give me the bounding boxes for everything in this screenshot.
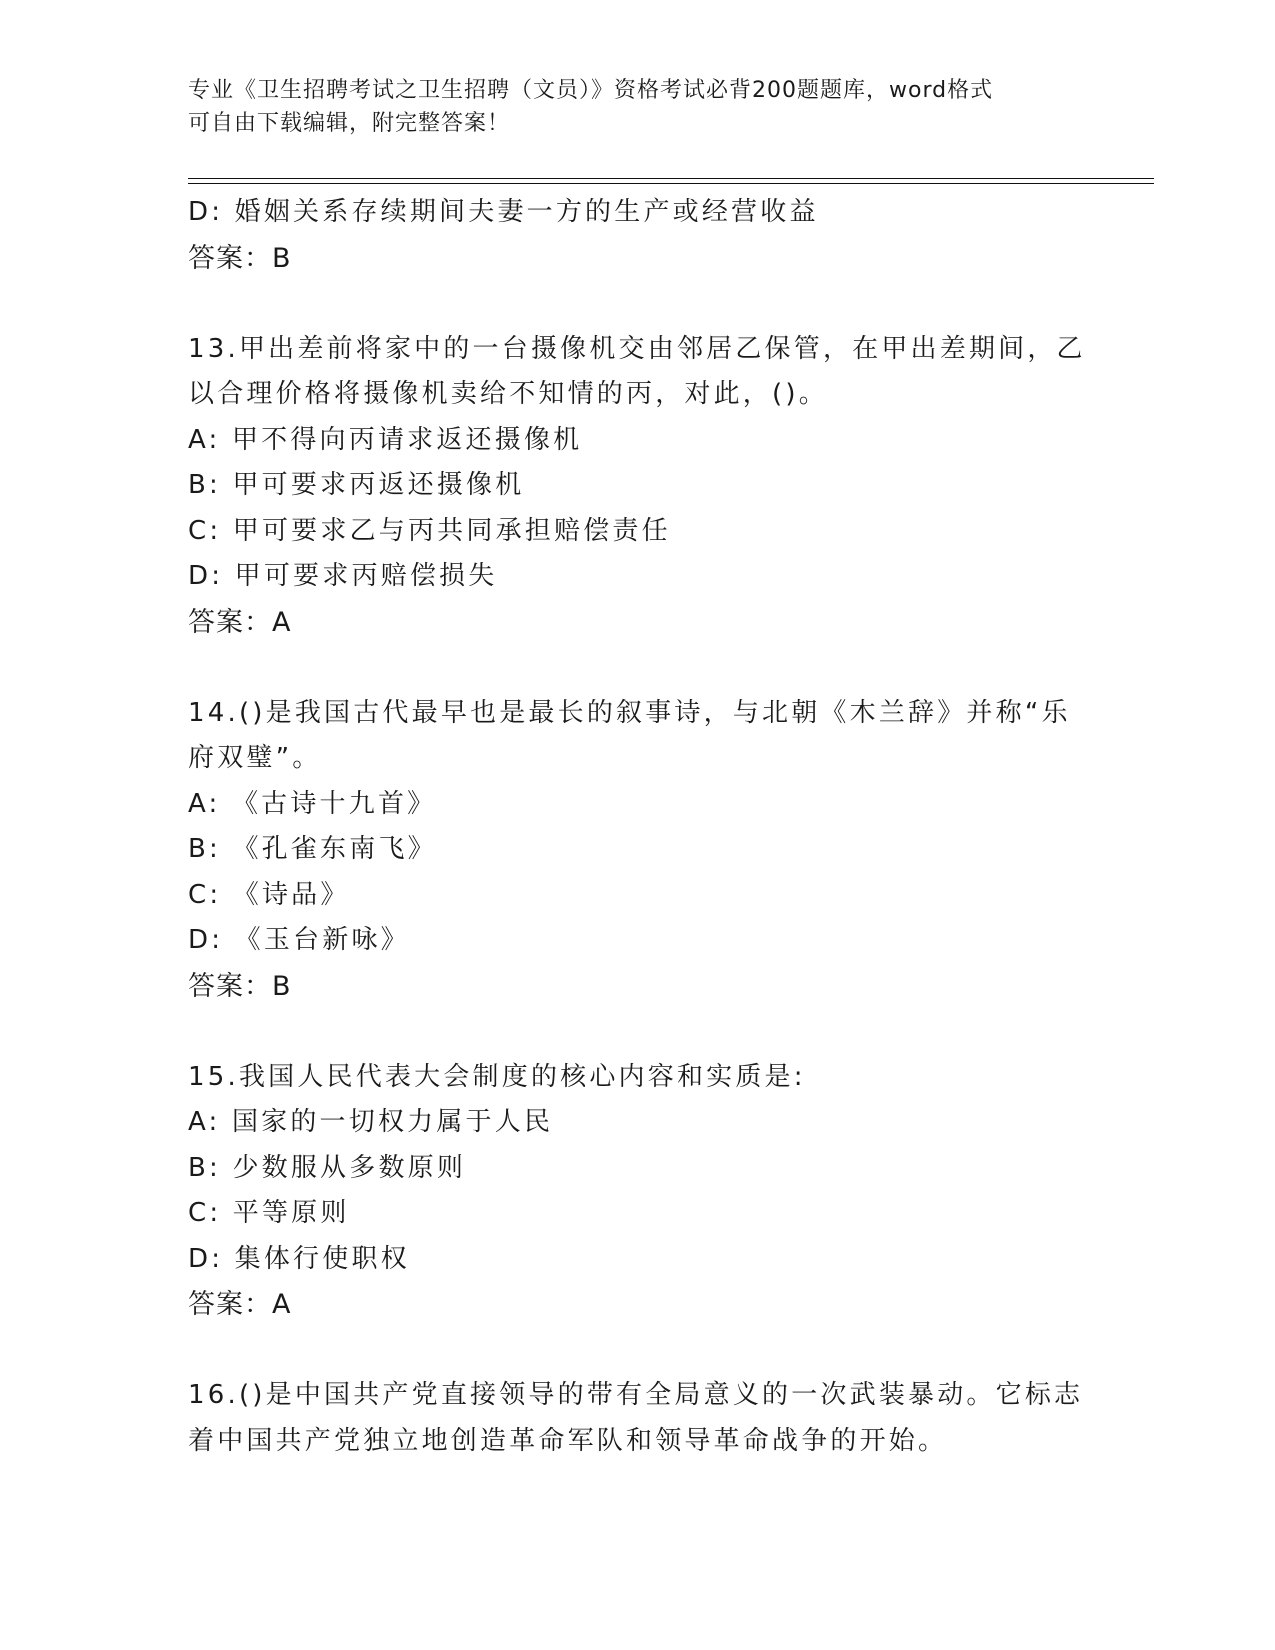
option-a: A: 《古诗十九首》 xyxy=(188,788,437,819)
answer-line: 答案：B xyxy=(188,242,292,274)
question-stem-line: 以合理价格将摄像机卖给不知情的丙，对此，()。 xyxy=(188,379,828,409)
spacer xyxy=(188,1328,1088,1374)
option-a: A: 甲不得向丙请求返还摄像机 xyxy=(188,424,583,455)
question-13 xyxy=(188,327,1088,646)
option-c: C: 甲可要求乙与丙共同承担赔偿责任 xyxy=(188,515,671,546)
question-stem-line: 15.我国人民代表大会制度的核心内容和实质是: xyxy=(188,1061,806,1092)
question-stem-line: 14.()是我国古代最早也是最长的叙事诗，与北朝《木兰辞》并称“乐 xyxy=(188,697,1071,728)
option-d: D: 集体行使职权 xyxy=(188,1243,410,1274)
question-stem-line: 16.()是中国共产党直接领导的带有全局意义的一次武装暴动。它标志 xyxy=(188,1380,1084,1410)
option-b: B: 甲可要求丙返还摄像机 xyxy=(188,470,525,500)
header-line-1: 专业《卫生招聘考试之卫生招聘（文员）》资格考试必背200题题库，word格式 xyxy=(188,78,994,103)
spacer xyxy=(188,1009,1088,1055)
option-b: B: 《孔雀东南飞》 xyxy=(188,834,437,864)
document-header xyxy=(188,74,1088,140)
option-d: D: 《玉台新咏》 xyxy=(188,925,410,955)
question-stem-line: 府双璧”。 xyxy=(188,743,322,773)
header-line-2: 可自由下载编辑，附完整答案！ xyxy=(188,111,511,136)
question-stem-line: 13.甲出差前将家中的一台摄像机交由邻居乙保管，在甲出差期间，乙 xyxy=(188,333,1086,364)
option-c: C: 《诗品》 xyxy=(188,879,350,910)
answer-line: 答案：A xyxy=(188,606,292,638)
option-a: A: 国家的一切权力属于人民 xyxy=(188,1107,554,1137)
spacer xyxy=(188,645,1088,691)
option-c: C: 平等原则 xyxy=(188,1198,350,1228)
question-16 xyxy=(188,1373,1088,1464)
answer-line: 答案：B xyxy=(188,970,292,1002)
question-fragment xyxy=(188,190,1088,281)
header-divider-top xyxy=(188,178,1154,179)
question-15 xyxy=(188,1055,1088,1328)
answer-line: 答案：A xyxy=(188,1289,292,1320)
question-14 xyxy=(188,691,1088,1010)
spacer xyxy=(188,281,1088,327)
option-d: D: 甲可要求丙赔偿损失 xyxy=(188,561,498,591)
option-d: D: 婚姻关系存续期间夫妻一方的生产或经营收益 xyxy=(188,197,819,227)
option-b: B: 少数服从多数原则 xyxy=(188,1152,467,1183)
question-stem-line: 着中国共产党独立地创造革命军队和领导革命战争的开始。 xyxy=(188,1425,948,1456)
header-divider-bottom xyxy=(188,183,1154,184)
question-content xyxy=(188,190,1088,1464)
